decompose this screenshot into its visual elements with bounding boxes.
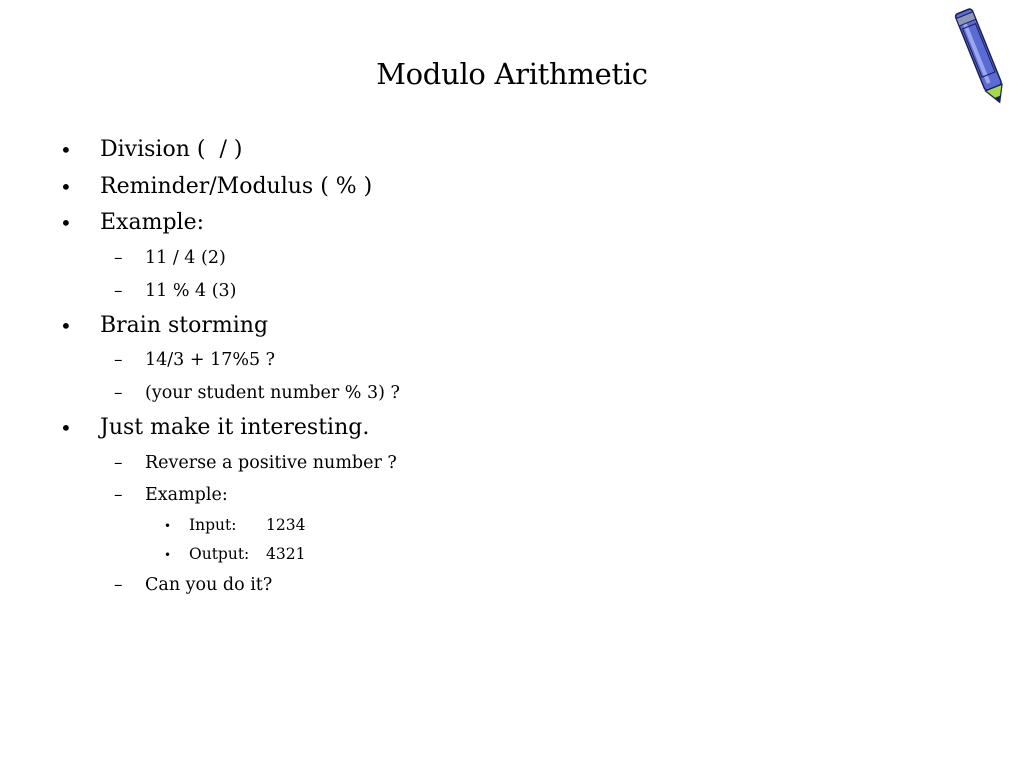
sub-bullet-brain-2: (your student number % 3) ?	[145, 383, 400, 403]
sub-sub-bullet-marker: •	[164, 548, 172, 562]
output-label: Output:	[189, 545, 250, 563]
sub-bullet-marker: –	[114, 485, 123, 505]
sub-bullet-reverse: Reverse a positive number ?	[145, 453, 397, 473]
input-label: Input:	[189, 516, 237, 534]
bullet-marker: •	[60, 211, 72, 235]
sub-sub-bullet-marker: •	[164, 519, 172, 533]
bullet-brain-storming: Brain storming	[100, 313, 269, 338]
sub-bullet-example-2-label: Example:	[145, 485, 228, 505]
output-value: 4321	[266, 545, 306, 563]
bullet-division: Division ( / )	[100, 137, 243, 162]
bullet-marker: •	[60, 314, 72, 338]
sub-bullet-marker: –	[114, 575, 123, 595]
sub-bullet-brain-1: 14/3 + 17%5 ?	[145, 350, 276, 370]
bullet-example: Example:	[100, 210, 204, 235]
input-value: 1234	[266, 516, 306, 534]
bullet-reminder: Reminder/Modulus ( % )	[100, 174, 373, 199]
bullet-marker: •	[60, 175, 72, 199]
sub-bullet-marker: –	[114, 281, 123, 301]
bullet-marker: •	[60, 138, 72, 162]
slide-title: Modulo Arithmetic	[376, 57, 648, 91]
sub-bullet-marker: –	[114, 383, 123, 403]
bullet-interesting: Just make it interesting.	[100, 415, 370, 440]
sub-bullet-marker: –	[114, 453, 123, 473]
sub-bullet-marker: –	[114, 248, 123, 268]
sub-bullet-can-you: Can you do it?	[145, 575, 273, 595]
bullet-marker: •	[60, 416, 72, 440]
sub-bullet-marker: –	[114, 350, 123, 370]
sub-bullet-example-2: 11 % 4 (3)	[145, 281, 237, 301]
sub-bullet-example-1: 11 / 4 (2)	[145, 248, 226, 268]
